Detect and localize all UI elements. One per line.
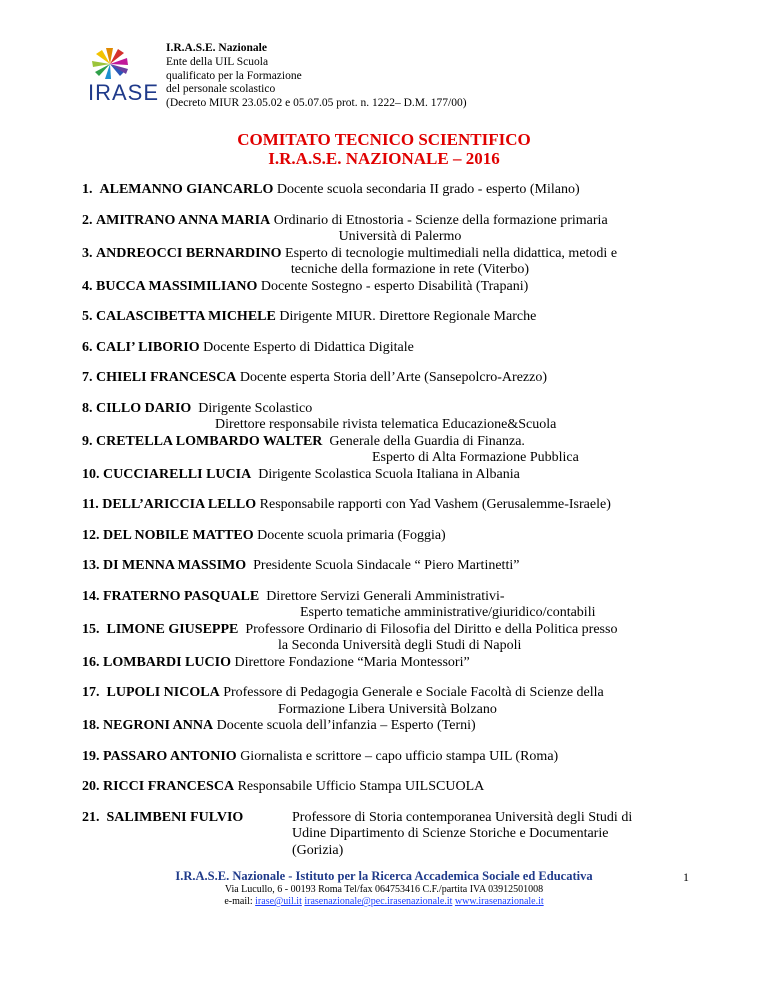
member-desc: Ordinario di Etnostoria - Scienze della formazione primaria [273,212,608,228]
member-desc: Esperto di tecnologie multimediali nella didattica, metodi e [285,245,618,261]
list-item: 11. DELL’ARICCIA LELLO Responsabile rapporti con Yad Vashem (Gerusalemme-Israele) [82,497,611,512]
member-name: LIMONE GIUSEPPE [106,621,239,637]
member-desc: Docente scuola primaria (Foggia) [257,527,446,543]
list-item: 4. BUCCA MASSIMILIANO Docente Sostegno - esperto Disabilità (Trapani) [82,278,529,294]
member-name: CALASCIBETTA MICHELE [96,309,276,324]
member-desc: Dirigente Scolastica Scuola Italiana in Albania [258,466,520,482]
page-title [0,130,768,168]
title-line-1: COMITATO TECNICO SCIENTIFICO [237,130,531,149]
member-name: CALI’ LIBORIO [96,339,200,355]
list-item: 21. SALIMBENI FULVIO Professore di Storia contemporanea Università degli Studi di Udine Dipartimento di Scienze Storiche e Documentarie (Gorizia) [82,810,698,860]
member-desc: Giornalista e scrittore – capo ufficio stampa UIL (Roma) [240,748,559,764]
list-item: 8. CILLO DARIO Dirigente Scolastico Direttore responsabile rivista telematica Educazione&Scuola [82,401,698,434]
footer-address: Via Lucullo, 6 - 00193 Roma Tel/fax 064753416 C.F./partita IVA 03912501008 [224,884,544,895]
list-item: 9. CRETELLA LOMBARDO WALTER Generale della Guardia di Finanza. Esperto di Alta Formazione Pubblica [82,434,698,467]
header-org: I.R.A.S.E. Nazionale [166,42,267,54]
member-name: CRETELLA LOMBARDO WALTER [96,433,323,449]
member-name: CUCCIARELLI LUCIA [103,466,252,482]
svg-text:IRASE: IRASE [88,80,160,105]
member-name: LOMBARDI LUCIO [103,654,231,670]
member-name: DEL NOBILE MATTEO [103,527,254,543]
member-name: PASSARO ANTONIO [103,748,237,764]
member-name: SALIMBENI FULVIO [106,809,244,825]
member-list [82,182,698,859]
irase-logo [62,40,162,110]
member-desc: Professore di Storia contemporanea Università degli Studi di [292,809,633,825]
list-item: 15. LIMONE GIUSEPPE Professore Ordinario di Filosofia del Diritto e della Politica presso la Seconda Università degli Studi di Napoli [82,622,698,655]
header-line-3: del personale scolastico [166,83,276,96]
irase-logo-graphic [62,40,162,110]
member-desc: Presidente Scuola Sindacale “ Piero Martinetti” [253,558,520,573]
member-name: NEGRONI ANNA [103,718,214,733]
member-desc-cont: Università di Palermo [338,229,462,244]
member-name: AMITRANO ANNA MARIA [96,212,271,228]
member-desc: Docente Sostegno - esperto Disabilità (Trapani) [260,278,529,294]
member-desc: Docente esperta Storia dell’Arte (Sansepolcro-Arezzo) [239,370,548,385]
list-item: 14. FRATERNO PASQUALE Direttore Servizi Generali Amministrativi- Esperto tematiche amministrative/giuridico/contabili [82,589,698,622]
member-name: BUCCA MASSIMILIANO [96,278,258,294]
member-desc: Direttore Fondazione “Maria Montessori” [234,654,470,670]
member-name: ALEMANNO GIANCARLO [99,182,274,197]
member-desc: Direttore Servizi Generali Amministrativi- [266,588,505,604]
member-desc: Responsabile Ufficio Stampa UILSCUOLA [237,779,485,794]
member-desc-cont: tecniche della formazione in rete (Viterbo) [290,262,530,277]
footer-email-label: e-mail: [224,896,253,907]
footer-institute: I.R.A.S.E. Nazionale - Istituto per la Ricerca Accademica Sociale ed Educativa [175,869,593,883]
list-item: 2. AMITRANO ANNA MARIA Ordinario di Etnostoria - Scienze della formazione primaria Università di Palermo [82,213,698,246]
member-name: LUPOLI NICOLA [106,685,220,700]
member-desc-cont: Direttore responsabile rivista telematica Educazione&Scuola [215,417,557,432]
page-number: 1 [683,870,689,884]
member-desc-cont: Esperto tematiche amministrative/giuridico/contabili [300,605,596,620]
footer-contacts [0,896,768,908]
list-item: 13. DI MENNA MASSIMO Presidente Scuola Sindacale “ Piero Martinetti” [82,558,520,573]
member-name: DELL’ARICCIA LELLO [102,497,257,512]
email-link-2[interactable]: irasenazionale@pec.irasenazionale.it [304,896,453,907]
list-item: 12. DEL NOBILE MATTEO Docente scuola primaria (Foggia) [82,527,446,543]
header-line-2: qualificato per la Formazione [166,69,302,82]
member-name: FRATERNO PASQUALE [103,588,260,604]
list-item: 1. ALEMANNO GIANCARLO Docente scuola secondaria II grado - esperto (Milano) [82,182,580,197]
member-desc-cont: Esperto di Alta Formazione Pubblica [372,450,579,465]
page-footer [0,869,768,908]
member-name: CILLO DARIO [96,400,192,416]
member-desc: Docente scuola secondaria II grado - esperto (Milano) [276,182,580,197]
member-desc: Dirigente MIUR. Direttore Regionale Marche [279,309,537,324]
list-item: 16. LOMBARDI LUCIO Direttore Fondazione “Maria Montessori” [82,654,470,670]
member-name: RICCI FRANCESCA [103,779,235,794]
member-desc-cont: la Seconda Università degli Studi di Napoli [278,638,522,653]
list-item: 20. RICCI FRANCESCA Responsabile Ufficio Stampa UILSCUOLA [82,779,485,794]
member-desc: Professore Ordinario di Filosofia del Diritto e della Politica presso [245,621,618,637]
member-desc: Responsabile rapporti con Yad Vashem (Gerusalemme-Israele) [259,497,611,512]
header-line-1: Ente della UIL Scuola [166,55,269,68]
list-item: 19. PASSARO ANTONIO Giornalista e scrittore – capo ufficio stampa UIL (Roma) [82,748,559,764]
header-block [166,42,467,111]
member-desc: Dirigente Scolastico [198,400,313,416]
member-desc-cont: Udine Dipartimento di Scienze Storiche e Documentarie [292,826,609,841]
list-item: 18. NEGRONI ANNA Docente scuola dell’infanzia – Esperto (Terni) [82,718,476,733]
member-desc: Professore di Pedagogia Generale e Sociale Facoltà di Scienze della [223,685,604,700]
header-line-4: (Decreto MIUR 23.05.02 e 05.07.05 prot. n. 1222– D.M. 177/00) [166,97,467,110]
list-item: 7. CHIELI FRANCESCA Docente esperta Storia dell’Arte (Sansepolcro-Arezzo) [82,370,548,385]
list-item: 17. LUPOLI NICOLA Professore di Pedagogia Generale e Sociale Facoltà di Scienze della Formazione Libera Università Bolzano [82,685,698,718]
member-desc: Generale della Guardia di Finanza. [329,433,525,449]
member-desc: Docente Esperto di Didattica Digitale [203,339,414,355]
member-name: DI MENNA MASSIMO [103,558,247,573]
list-item: 5. CALASCIBETTA MICHELE Dirigente MIUR. Direttore Regionale Marche [82,309,537,324]
member-name: ANDREOCCI BERNARDINO [96,245,282,261]
member-desc-cont: Formazione Libera Università Bolzano [278,701,497,717]
title-line-2: I.R.A.S.E. NAZIONALE – 2016 [268,149,500,168]
website-link[interactable]: www.irasenazionale.it [454,896,544,907]
list-item: 10. CUCCIARELLI LUCIA Dirigente Scolastica Scuola Italiana in Albania [82,466,520,482]
email-link-1[interactable]: irase@uil.it [255,896,302,907]
member-name: CHIELI FRANCESCA [96,370,237,385]
list-item: 3. ANDREOCCI BERNARDINO Esperto di tecnologie multimediali nella didattica, metodi e tecniche della formazione in rete (Viterbo) [82,246,698,279]
list-item: 6. CALI’ LIBORIO Docente Esperto di Didattica Digitale [82,339,414,355]
member-desc: Docente scuola dell’infanzia – Esperto (Terni) [216,718,476,733]
member-desc-cont-2: (Gorizia) [292,842,344,858]
